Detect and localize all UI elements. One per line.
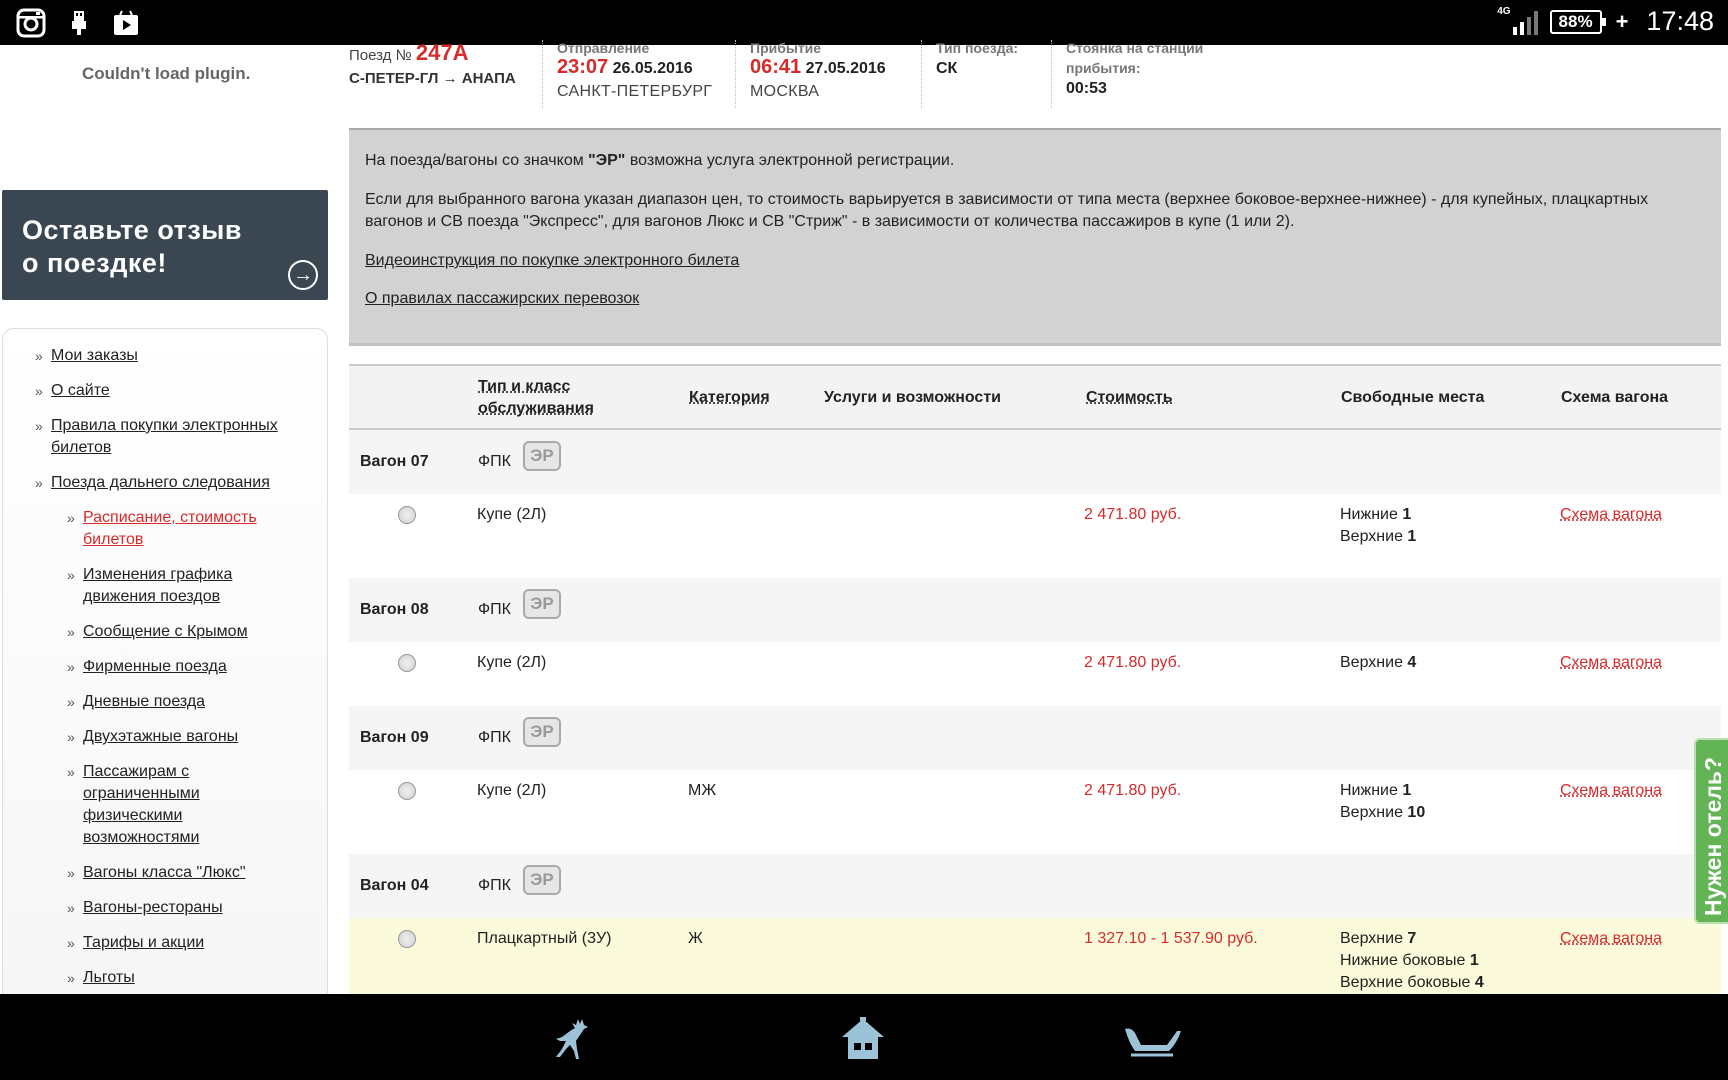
column-seats: Свободные места [1341,389,1485,406]
seat-line [1340,802,1425,824]
sidebar-item[interactable] [29,507,299,551]
wagon-carrier: ФПК [478,877,511,894]
trip-header [349,40,1699,110]
sidebar-item[interactable] [29,345,299,367]
seat-type: Верхние [1340,528,1403,545]
seat-line [1340,928,1484,950]
wagon-scheme-link[interactable]: Схема вагона [1560,654,1662,671]
er-note [365,150,1705,172]
sidebar-item[interactable] [29,761,299,849]
column-category[interactable]: Категория [689,389,770,406]
wagon-header-row [349,430,1721,494]
er-badge: ЭР [523,441,561,471]
seat-count: 4 [1407,654,1417,671]
sidebar-item-label[interactable]: Дневные поезда [83,693,206,710]
sidebar-item-label[interactable]: Поезда дальнего следования [51,474,270,491]
price-note: Если для выбранного вагона указан диапазон цен, то стоимость варьируется в зависимости от типа места (верхнее боковое-верхнее-нижнее) - для купейных, плацкартных вагонов и СВ поезда "Экспресс", для вагонов Люкс и СВ "Стриж" - в зависимости от количества пассажиров в купе (1 или 2). [365,191,1649,230]
seat-line [1340,950,1484,972]
seat-type: Верхние [1340,930,1403,947]
sleigh-icon[interactable] [1122,1014,1182,1064]
seat-line [1340,652,1416,674]
wagon-category: МЖ [688,782,717,799]
seat-line [1340,780,1425,802]
sidebar-item-label[interactable]: О сайте [51,382,110,399]
network-type: 4G [1497,6,1511,17]
feedback-banner-text [22,214,272,280]
sidebar-item[interactable] [29,621,299,643]
video-instructions-link[interactable]: Видеоинструкция по покупке электронного билета [365,252,740,269]
er-badge: ЭР [523,717,561,747]
arrival-label: Прибытие [750,40,822,56]
train-type-value: СК [936,60,958,77]
stop-label-2: прибытия: [1066,60,1141,76]
wagon-header-row [349,854,1721,918]
hotel-tab-label: Нужен отель? [1700,756,1726,916]
free-seats [1340,504,1416,548]
sidebar-item[interactable] [29,415,299,459]
hotel-tab[interactable] [1694,738,1728,924]
table-row[interactable] [349,770,1721,854]
wagon-name: Вагон 07 [360,453,429,470]
column-scheme: Схема вагона [1561,389,1669,406]
wagons-table [349,364,1721,1024]
sidebar-item[interactable] [29,691,299,713]
wagon-scheme-link[interactable]: Схема вагона [1560,782,1662,799]
train-number-label: Поезд № [349,47,412,64]
sidebar-item-label[interactable]: Двухэтажные вагоны [83,728,239,745]
arrival-date: 27.05.2016 [805,60,886,77]
er-badge: ЭР [523,865,561,895]
battery-level: 88% [1558,11,1593,31]
seat-type: Верхние [1340,654,1403,671]
seat-line [1340,972,1484,994]
seat-type: Нижние [1340,506,1398,523]
wagon-price: 2 471.80 руб. [1084,654,1182,671]
wagon-name: Вагон 04 [360,877,429,894]
wagon-type: Купе (2Л) [477,654,547,671]
wagon-scheme-link[interactable]: Схема вагона [1560,506,1662,523]
seat-type: Нижние боковые [1340,952,1466,969]
wagon-price: 1 327.10 - 1 537.90 руб. [1084,930,1258,947]
departure-label: Отправление [557,40,650,56]
navigation-bar [0,994,1728,1080]
column-price[interactable]: Стоимость [1086,389,1173,406]
home-icon[interactable] [833,1014,893,1064]
er-note-post: возможна услуга электронной регистрации. [625,152,955,169]
sidebar-item-label[interactable]: Пассажирам с ограниченными физическими возможностями [83,763,200,846]
er-note-pre: На поезда/вагоны со значком [365,152,589,169]
info-box [349,128,1721,346]
sidebar-item-label[interactable]: Льготы [83,969,135,986]
train-route: С-ПЕТЕР-ГЛ → АНАПА [349,70,516,87]
feedback-line-2: о поездке! [22,248,167,278]
departure-date: 26.05.2016 [612,60,693,77]
wagon-type: Купе (2Л) [477,782,547,799]
arrival-time: 06:41 [750,56,802,78]
seat-type: Нижние [1340,782,1398,799]
status-bar [0,0,1728,45]
select-wagon-radio[interactable] [398,782,416,800]
column-services: Услуги и возможности [824,389,1001,406]
free-seats [1340,780,1425,824]
free-seats [1340,652,1416,674]
deer-icon[interactable] [542,1014,602,1064]
wagon-category: Ж [688,930,703,947]
wagon-scheme-link[interactable]: Схема вагона [1560,930,1662,947]
seat-count: 4 [1474,974,1484,991]
wagon-price: 2 471.80 руб. [1084,782,1182,799]
sidebar-item[interactable] [29,932,299,954]
play-store-icon [112,9,140,37]
sidebar-item-label[interactable]: Мои заказы [51,347,138,364]
sidebar-item[interactable] [29,656,299,678]
sidebar-item-label[interactable]: Вагоны-рестораны [83,899,223,916]
select-wagon-radio[interactable] [398,654,416,672]
free-seats [1340,928,1484,994]
sidebar-item[interactable] [29,897,299,919]
er-note-badge: "ЭР" [588,152,626,169]
sidebar-item[interactable] [29,564,299,608]
stop-duration: 00:53 [1066,80,1107,97]
wagon-price: 2 471.80 руб. [1084,506,1182,523]
seat-line [1340,526,1416,548]
wagon-carrier: ФПК [478,601,511,618]
train-type-label: Тип поезда: [936,40,1019,56]
sidebar-item-label[interactable]: Изменения графика движения поездов [83,566,233,605]
signal-icon [1513,9,1538,35]
select-wagon-radio[interactable] [398,930,416,948]
seat-count: 7 [1407,930,1417,947]
seat-count: 10 [1407,804,1426,821]
seat-count: 1 [1402,506,1412,523]
seat-type: Верхние боковые [1340,974,1471,991]
seat-count: 1 [1402,782,1412,799]
column-type[interactable] [478,376,594,420]
wagon-header-row [349,706,1721,770]
feedback-line-1: Оставьте отзыв [22,215,242,245]
transport-rules-link[interactable]: О правилах пассажирских перевозок [365,290,640,307]
sidebar-item[interactable] [29,726,299,748]
sidebar-menu [2,328,328,1008]
feedback-banner[interactable] [2,190,328,300]
table-header [349,364,1721,430]
seat-type: Верхние [1340,804,1403,821]
sidebar-item[interactable] [29,380,299,402]
stop-label-1: Стоянка на станции [1066,40,1204,56]
wagon-header-row [349,578,1721,642]
wagon-type: Купе (2Л) [477,506,547,523]
wagon-carrier: ФПК [478,453,511,470]
column-type-line-1: Тип и класс [478,378,571,395]
sidebar-item-label[interactable]: Вагоны класса "Люкс" [83,864,246,881]
sidebar-item[interactable] [29,472,299,494]
wagon-name: Вагон 09 [360,729,429,746]
departure-city: САНКТ-ПЕТЕРБУРГ [557,83,713,100]
select-wagon-radio[interactable] [398,506,416,524]
er-badge: ЭР [523,589,561,619]
sidebar-item-label[interactable]: Расписание, стоимость билетов [83,509,257,548]
arrow-right-icon[interactable]: → [288,260,318,290]
battery-icon [1550,10,1602,34]
seat-count: 1 [1407,528,1417,545]
sidebar-item-label[interactable]: Правила покупки электронных билетов [51,417,278,456]
sidebar-item[interactable] [29,967,299,989]
wagon-name: Вагон 08 [360,601,429,618]
arrival-city: МОСКВА [750,83,820,100]
departure-time: 23:07 [557,56,609,78]
sidebar-item-label[interactable]: Сообщение с Крымом [83,623,248,640]
sidebar-item[interactable] [29,862,299,884]
table-row[interactable] [349,642,1721,706]
usb-icon [68,9,90,37]
table-body [349,430,1721,1024]
instagram-icon [16,8,46,38]
clock: 17:48 [1646,6,1714,36]
wagon-carrier: ФПК [478,729,511,746]
train-number-value: 247А [415,40,469,65]
seat-line [1340,504,1416,526]
plugin-error-message: Couldn't load plugin. [82,64,251,83]
train-number [349,40,539,66]
seat-count: 1 [1469,952,1479,969]
column-type-line-2: обслуживания [478,400,594,417]
sidebar-item-label[interactable]: Фирменные поезда [83,658,227,675]
wagon-type: Плацкартный (3У) [477,930,612,947]
charging-indicator: + [1615,8,1629,34]
table-row[interactable] [349,494,1721,578]
sidebar-item-label[interactable]: Тарифы и акции [83,934,205,951]
